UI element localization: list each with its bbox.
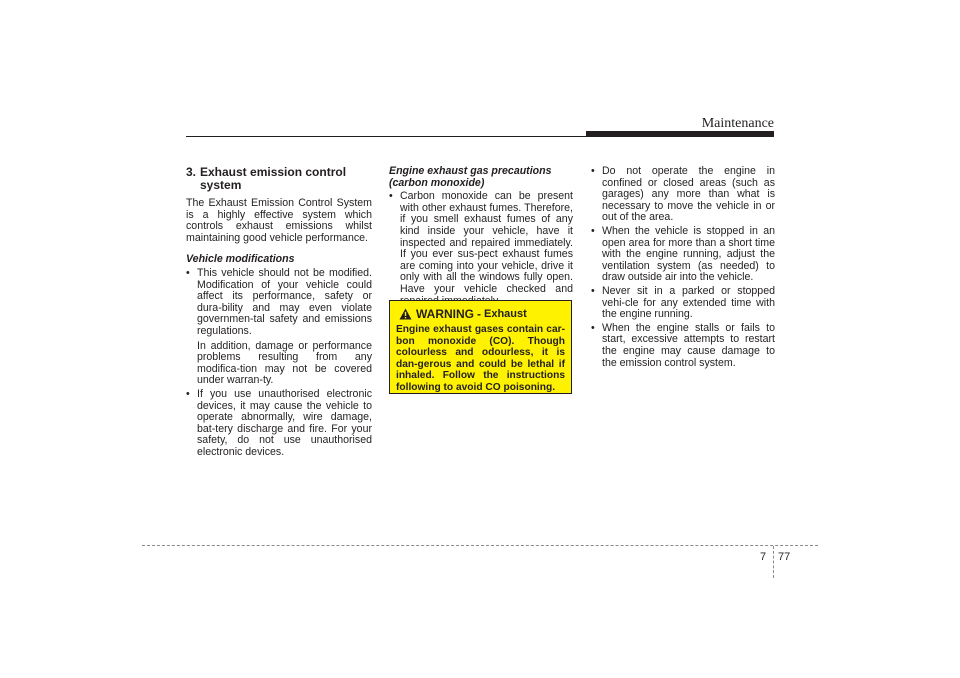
footer-divider	[773, 546, 774, 578]
list-item	[186, 268, 372, 387]
subheading-line2: (carbon monoxide)	[389, 176, 485, 189]
warning-triangle-icon	[399, 308, 412, 320]
section-number: 3.	[186, 165, 197, 179]
list-item: • If you use unauthorised electronic devices, it may cause the vehicle to operate abnormally, wire damage, bat-tery discharge and fire. For your safety, do not use unauthorised electronic devices.	[186, 389, 372, 459]
chapter-number: 7	[760, 551, 767, 563]
engine-precautions-list	[591, 166, 775, 369]
list-item: • Never sit in a parked or stopped vehi-cle for any extended time with the engine running.	[591, 286, 775, 321]
bullet-text: This vehicle should not be modified. Modification of your vehicle could affect its performance, safety or dura-bility and may even violate governmen-tal safety and emissions regulations.	[197, 266, 372, 337]
warning-text: Engine exhaust gases contain car-bon monoxide (CO). Though colourless and odourless, it is dan-gerous and could be lethal if inhaled. Follow the instructions following to avoid CO poisoning.	[396, 324, 565, 393]
list-item: • When the engine stalls or fails to start, excessive attempts to restart the engine may cause damage to the emission control system.	[591, 323, 775, 369]
column-right	[591, 166, 775, 371]
footer-rule	[142, 545, 818, 546]
warning-topic: Exhaust	[484, 308, 527, 320]
warning-label: WARNING	[416, 307, 474, 321]
bullet-continuation: In addition, damage or performance problems resulting from any modifica-tion may not be covered under warran-ty.	[197, 339, 372, 387]
subheading-line1: Engine exhaust gas precautions	[389, 165, 552, 177]
modifications-list	[186, 268, 372, 459]
list-item: • Carbon monoxide can be present with other exhaust fumes. Therefore, if you smell exhaust fumes of any kind inside your vehicle, have it inspected and repaired immediately. If you ever sus-pect exhaust fumes are coming into your vehicle, drive it only with all the windows fully open. Have your vehicle checked and	[389, 191, 573, 307]
section-title-line2: system	[200, 178, 242, 192]
column-middle	[389, 166, 573, 309]
intro-paragraph: The Exhaust Emission Control System is a highly effective system which controls exhaust emissions whilst maintaining good vehicle performance.	[186, 197, 372, 244]
warning-separator: -	[477, 307, 481, 321]
page-number: 77	[778, 551, 791, 563]
list-item: • Do not operate the engine in confined or closed areas (such as garages) any more than what is necessary to move the vehicle in or out of the area.	[591, 166, 775, 224]
subheading-vehicle-modifications: Vehicle modifications	[186, 253, 295, 266]
precautions-list	[389, 191, 573, 307]
subheading-exhaust-precautions	[389, 166, 573, 189]
warning-header	[396, 307, 565, 321]
section-title-line1: Exhaust emission control	[200, 165, 347, 179]
column-left	[186, 166, 372, 460]
header-rule-accent	[586, 131, 774, 137]
section-heading	[186, 166, 372, 192]
warning-box	[389, 300, 572, 394]
list-item: • When the vehicle is stopped in an open area for more than a short time with the engine running, adjust the ventilation system (as needed) to draw outside air into the vehicle.	[591, 226, 775, 284]
page-header-title: Maintenance	[701, 116, 774, 131]
